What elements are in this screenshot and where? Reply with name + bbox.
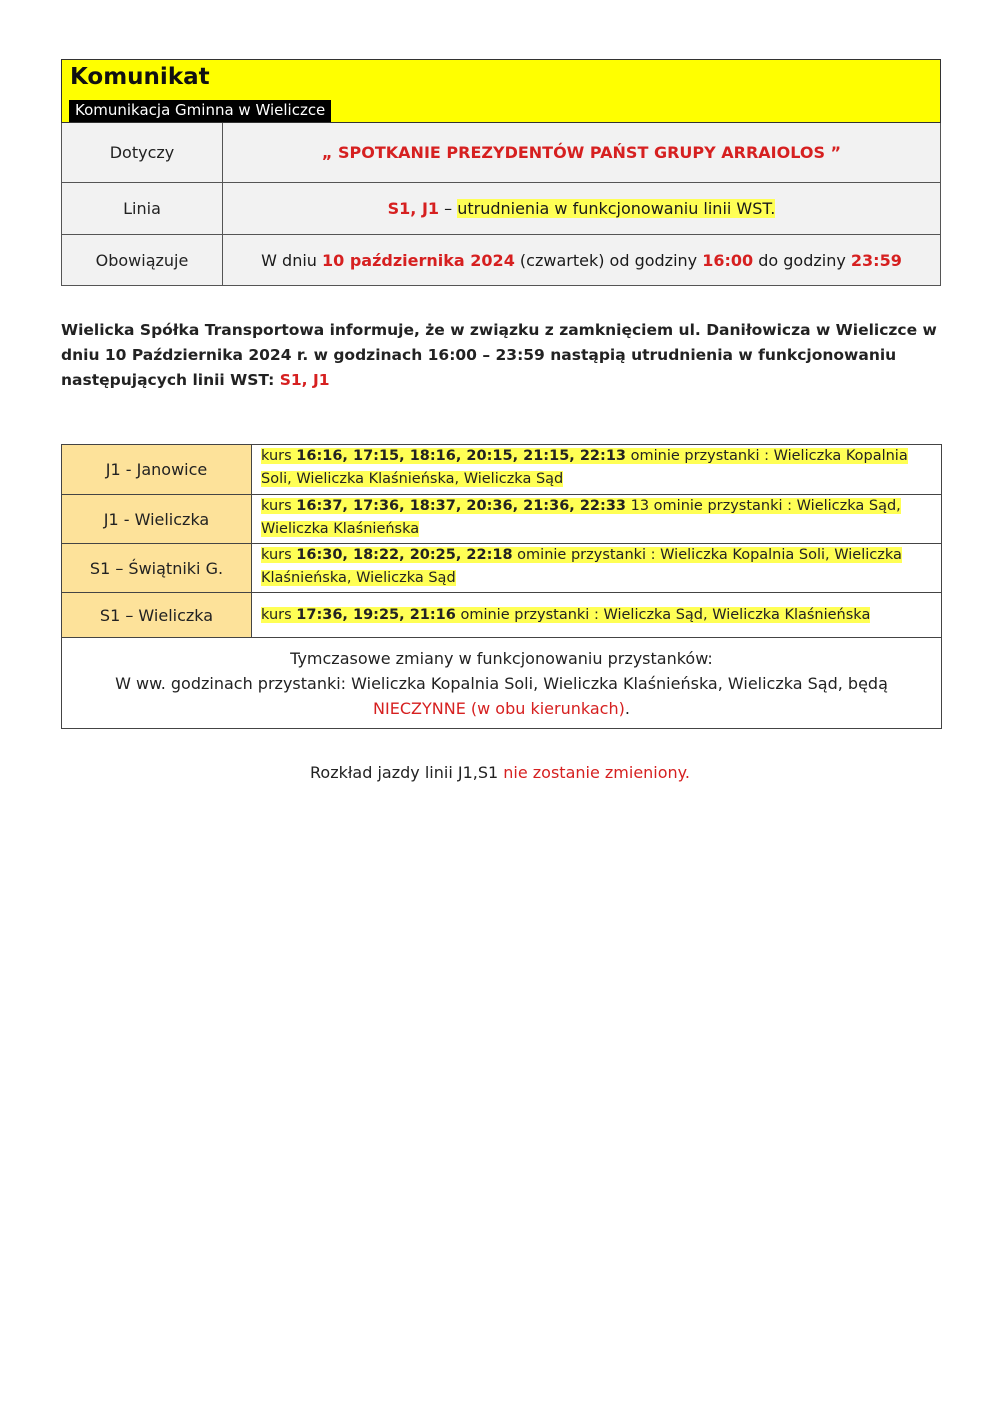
course-stops: ominie przystanki : Wieliczka Sąd, Wieliczka Klaśnieńska xyxy=(455,606,871,623)
course-stops: 13 ominie przystanki : Wieliczka Sąd, Wieliczka Klaśnieńska xyxy=(261,498,901,537)
validity-from-time: 16:00 xyxy=(702,250,754,270)
header-label: Linia xyxy=(62,183,223,235)
line-name: J1 - Janowice xyxy=(62,445,252,495)
header-row-obowiazuje xyxy=(62,235,941,286)
course-stops: ominie przystanki : Wieliczka Kopalnia Soli, Wieliczka Klaśnieńska, Wieliczka Sąd xyxy=(261,547,902,586)
course-times: 17:36, 19:25, 21:16 xyxy=(296,606,456,623)
course-prefix: kurs xyxy=(261,498,297,514)
notice-row xyxy=(62,638,942,729)
validity-text: do godziny xyxy=(753,250,851,270)
course-stops: ominie przystanki : Wieliczka Kopalnia Soli, Wieliczka Klaśnieńska, Wieliczka Sąd xyxy=(261,448,908,487)
course-prefix: kurs xyxy=(261,606,297,623)
page-title: Komunikat xyxy=(70,64,210,90)
course-row xyxy=(62,445,942,495)
page-subtitle: Komunikacja Gminna w Wieliczce xyxy=(69,100,331,122)
timetable-note xyxy=(0,763,1000,782)
notice-line: Tymczasowe zmiany w funkcjonowaniu przystanków: xyxy=(290,648,713,668)
course-times: 16:16, 17:15, 18:16, 20:15, 21:15, 22:13 xyxy=(296,448,626,464)
line-name: S1 – Świątniki G. xyxy=(62,544,252,593)
announcement-header-table xyxy=(61,59,941,286)
header-row-linia xyxy=(62,183,941,235)
closed-status: NIECZYNNE (w obu kierunkach) xyxy=(373,698,625,718)
info-text: Wielicka Spółka Transportowa informuje, że w związku z zamknięciem ul. Daniłowicza w Wieliczce w dniu 10 Października 2024 r. w godzinach 16:00 – 23:59 nastąpią utrudnienia w funkcjonowaniu następujących linii WST: xyxy=(61,321,937,389)
line-name: S1 – Wieliczka xyxy=(62,593,252,638)
course-prefix: kurs xyxy=(261,547,297,563)
validity-to-time: 23:59 xyxy=(850,250,902,270)
course-table xyxy=(61,444,942,729)
line-name: J1 - Wieliczka xyxy=(62,495,252,544)
footer-highlight: nie zostanie zmieniony. xyxy=(503,763,690,782)
course-prefix: kurs xyxy=(261,448,297,464)
header-row-dotyczy xyxy=(62,123,941,183)
validity-text: W dniu xyxy=(261,250,323,270)
event-name: „ SPOTKANIE PREZYDENTÓW PAŃST GRUPY ARRAIOLOS ” xyxy=(321,143,842,162)
course-row xyxy=(62,593,942,638)
header-label: Dotyczy xyxy=(62,123,223,183)
separator: – xyxy=(439,199,458,218)
footer-text: Rozkład jazdy linii J1,S1 xyxy=(310,763,504,782)
course-row xyxy=(62,544,942,593)
validity-text: (czwartek) od godziny xyxy=(514,250,703,270)
info-lines: S1, J1 xyxy=(279,371,330,389)
disruption-note: utrudnienia w funkcjonowaniu linii WST. xyxy=(457,199,776,218)
course-row xyxy=(62,495,942,544)
validity-date: 10 października 2024 xyxy=(322,250,515,270)
course-times: 16:37, 17:36, 18:37, 20:36, 21:36, 22:33 xyxy=(296,498,626,514)
affected-lines: S1, J1 xyxy=(387,199,440,218)
header-label: Obowiązuje xyxy=(62,235,223,286)
title-banner xyxy=(62,60,941,123)
course-times: 16:30, 18:22, 20:25, 22:18 xyxy=(296,547,513,563)
stops-notice xyxy=(62,638,942,729)
info-paragraph xyxy=(61,318,941,393)
notice-end: . xyxy=(624,698,630,718)
notice-line: W ww. godzinach przystanki: Wieliczka Kopalnia Soli, Wieliczka Klaśnieńska, Wieliczka Sąd, będą xyxy=(115,673,888,693)
